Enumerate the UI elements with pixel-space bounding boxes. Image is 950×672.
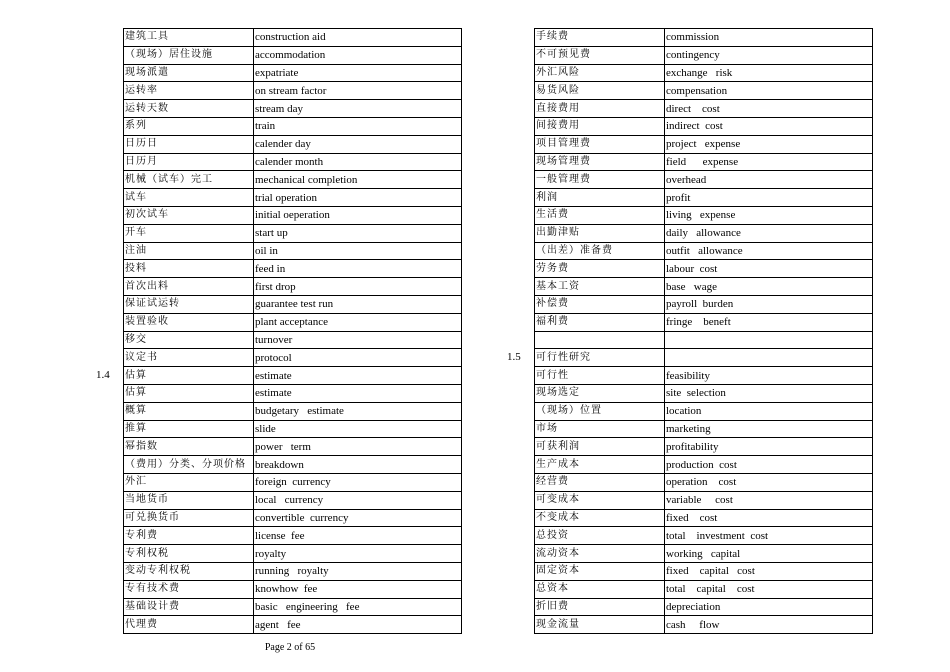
term-english: first drop [254, 278, 462, 296]
term-english: convertible currency [254, 509, 462, 527]
term-chinese: 建筑工具 [124, 29, 254, 47]
glossary-row [535, 46, 873, 64]
term-chinese: 不可预见费 [535, 46, 665, 64]
term-english: profitability [665, 438, 873, 456]
term-english: turnover [254, 331, 462, 349]
term-chinese: 流动资本 [535, 545, 665, 563]
term-chinese: 一般管理费 [535, 171, 665, 189]
term-chinese: 基础设计费 [124, 598, 254, 616]
term-chinese: 可变成本 [535, 491, 665, 509]
term-chinese: 运转率 [124, 82, 254, 100]
term-chinese: 变动专利权税 [124, 562, 254, 580]
term-chinese: 总资本 [535, 580, 665, 598]
glossary-row [124, 224, 462, 242]
glossary-row [535, 402, 873, 420]
glossary-row [535, 242, 873, 260]
term-english: accommodation [254, 46, 462, 64]
term-english: knowhow fee [254, 580, 462, 598]
term-english: power term [254, 438, 462, 456]
term-chinese: 项目管理费 [535, 135, 665, 153]
term-english: production cost [665, 456, 873, 474]
glossary-row [124, 527, 462, 545]
glossary-row [535, 224, 873, 242]
term-chinese: 首次出料 [124, 278, 254, 296]
term-chinese: 总投资 [535, 527, 665, 545]
glossary-row [124, 367, 462, 385]
term-english: slide [254, 420, 462, 438]
glossary-row [535, 135, 873, 153]
term-chinese: 推算 [124, 420, 254, 438]
term-chinese: 移交 [124, 331, 254, 349]
glossary-row [535, 29, 873, 47]
glossary-row [124, 509, 462, 527]
term-english: overhead [665, 171, 873, 189]
glossary-table-left [123, 28, 462, 634]
term-chinese: 折旧费 [535, 598, 665, 616]
term-english: fixed cost [665, 509, 873, 527]
glossary-row [124, 82, 462, 100]
term-english: trial operation [254, 189, 462, 207]
glossary-row [124, 456, 462, 474]
glossary-row [124, 384, 462, 402]
term-english: commission [665, 29, 873, 47]
glossary-row [124, 171, 462, 189]
glossary-row [535, 598, 873, 616]
glossary-row [535, 278, 873, 296]
term-english: budgetary estimate [254, 402, 462, 420]
section-number-1-5: 1.5 [507, 351, 521, 363]
glossary-row [535, 527, 873, 545]
glossary-row [535, 189, 873, 207]
term-english: labour cost [665, 260, 873, 278]
term-chinese [535, 331, 665, 349]
term-english: estimate [254, 367, 462, 385]
glossary-row [535, 349, 873, 367]
glossary-row [124, 260, 462, 278]
term-chinese: 日历日 [124, 135, 254, 153]
glossary-row [124, 313, 462, 331]
term-chinese: 开车 [124, 224, 254, 242]
term-english: location [665, 402, 873, 420]
term-english: direct cost [665, 100, 873, 118]
term-english: royalty [254, 545, 462, 563]
glossary-row [535, 64, 873, 82]
term-chinese: 试车 [124, 189, 254, 207]
term-chinese: 装置验收 [124, 313, 254, 331]
term-chinese: 现场选定 [535, 384, 665, 402]
glossary-row [535, 260, 873, 278]
term-chinese: 机械（试车）完工 [124, 171, 254, 189]
glossary-row [124, 29, 462, 47]
glossary-row [535, 117, 873, 135]
term-english [665, 349, 873, 367]
term-english: calender day [254, 135, 462, 153]
term-chinese: 幂指数 [124, 438, 254, 456]
term-chinese: 注油 [124, 242, 254, 260]
glossary-row [124, 46, 462, 64]
term-chinese: 基本工资 [535, 278, 665, 296]
term-english: oil in [254, 242, 462, 260]
term-english: living expense [665, 206, 873, 224]
term-chinese: 现金流量 [535, 616, 665, 634]
term-english: daily allowance [665, 224, 873, 242]
glossary-row [124, 189, 462, 207]
glossary-row [535, 295, 873, 313]
term-english: profit [665, 189, 873, 207]
term-chinese: 代理费 [124, 616, 254, 634]
term-chinese: 利润 [535, 189, 665, 207]
glossary-row [535, 509, 873, 527]
term-chinese: 专有技术费 [124, 580, 254, 598]
term-chinese: 概算 [124, 402, 254, 420]
term-chinese: 可兑换货币 [124, 509, 254, 527]
term-english: outfit allowance [665, 242, 873, 260]
page-footer: Page 2 of 65 [264, 642, 316, 653]
term-chinese: 估算 [124, 367, 254, 385]
glossary-row [124, 473, 462, 491]
term-english: estimate [254, 384, 462, 402]
term-english: feed in [254, 260, 462, 278]
term-chinese: 手续费 [535, 29, 665, 47]
glossary-row [124, 545, 462, 563]
term-english: local currency [254, 491, 462, 509]
term-chinese: 生活费 [535, 206, 665, 224]
glossary-row [124, 491, 462, 509]
term-chinese: 出勤津贴 [535, 224, 665, 242]
term-chinese: （现场）居住设施 [124, 46, 254, 64]
glossary-row [124, 153, 462, 171]
term-chinese: 专利费 [124, 527, 254, 545]
glossary-row [535, 473, 873, 491]
glossary-row [124, 64, 462, 82]
term-english: running royalty [254, 562, 462, 580]
term-english: variable cost [665, 491, 873, 509]
glossary-row [535, 420, 873, 438]
term-chinese: 保证试运转 [124, 295, 254, 313]
term-english: basic engineering fee [254, 598, 462, 616]
term-english: train [254, 117, 462, 135]
glossary-row [535, 456, 873, 474]
term-chinese: 生产成本 [535, 456, 665, 474]
term-english: working capital [665, 545, 873, 563]
glossary-row [535, 82, 873, 100]
glossary-row [535, 367, 873, 385]
term-chinese: 初次试车 [124, 206, 254, 224]
term-english: exchange risk [665, 64, 873, 82]
term-chinese: 劳务费 [535, 260, 665, 278]
term-chinese: 专利权税 [124, 545, 254, 563]
term-english: mechanical completion [254, 171, 462, 189]
glossary-row [124, 278, 462, 296]
term-english: initial oeperation [254, 206, 462, 224]
glossary-row [124, 402, 462, 420]
term-chinese: 运转天数 [124, 100, 254, 118]
term-english: start up [254, 224, 462, 242]
glossary-row [535, 384, 873, 402]
glossary-row [124, 349, 462, 367]
term-english: foreign currency [254, 473, 462, 491]
glossary-row [124, 242, 462, 260]
term-chinese: 可行性研究 [535, 349, 665, 367]
glossary-row [124, 420, 462, 438]
term-english: contingency [665, 46, 873, 64]
term-english: project expense [665, 135, 873, 153]
term-chinese: 福利费 [535, 313, 665, 331]
term-chinese: 日历月 [124, 153, 254, 171]
glossary-row [535, 100, 873, 118]
term-chinese: 不变成本 [535, 509, 665, 527]
term-english: expatriate [254, 64, 462, 82]
term-chinese: （出差）准备费 [535, 242, 665, 260]
glossary-row [535, 491, 873, 509]
term-chinese: 现场派遣 [124, 64, 254, 82]
term-chinese: 易货风险 [535, 82, 665, 100]
glossary-row [535, 153, 873, 171]
glossary-row [124, 331, 462, 349]
term-chinese: 估算 [124, 384, 254, 402]
term-english: total capital cost [665, 580, 873, 598]
glossary-row [535, 331, 873, 349]
glossary-row [535, 545, 873, 563]
term-english: marketing [665, 420, 873, 438]
term-chinese: 可行性 [535, 367, 665, 385]
glossary-row [535, 580, 873, 598]
glossary-row [124, 206, 462, 224]
term-chinese: 系列 [124, 117, 254, 135]
term-english [665, 331, 873, 349]
term-chinese: 现场管理费 [535, 153, 665, 171]
term-english: fixed capital cost [665, 562, 873, 580]
glossary-row [124, 295, 462, 313]
glossary-row [535, 313, 873, 331]
term-chinese: 议定书 [124, 349, 254, 367]
glossary-row [535, 171, 873, 189]
term-english: operation cost [665, 473, 873, 491]
term-english: field expense [665, 153, 873, 171]
glossary-row [124, 580, 462, 598]
term-english: fringe beneft [665, 313, 873, 331]
glossary-table-right [534, 28, 873, 634]
glossary-row [535, 438, 873, 456]
term-english: plant acceptance [254, 313, 462, 331]
glossary-row [124, 562, 462, 580]
term-english: site selection [665, 384, 873, 402]
term-english: feasibility [665, 367, 873, 385]
glossary-row [124, 598, 462, 616]
glossary-row [124, 135, 462, 153]
term-chinese: 外汇 [124, 473, 254, 491]
term-chinese: （费用）分类、分项价格 [124, 456, 254, 474]
glossary-row [124, 616, 462, 634]
term-chinese: 间接费用 [535, 117, 665, 135]
term-english: breakdown [254, 456, 462, 474]
section-number-1-4: 1.4 [96, 369, 110, 381]
term-english: construction aid [254, 29, 462, 47]
term-english: total investment cost [665, 527, 873, 545]
term-english: protocol [254, 349, 462, 367]
term-english: indirect cost [665, 117, 873, 135]
glossary-row [124, 438, 462, 456]
term-english: cash flow [665, 616, 873, 634]
glossary-row [535, 562, 873, 580]
term-english: license fee [254, 527, 462, 545]
term-english: calender month [254, 153, 462, 171]
glossary-row [535, 206, 873, 224]
term-chinese: 投料 [124, 260, 254, 278]
term-chinese: 外汇风险 [535, 64, 665, 82]
term-chinese: 市场 [535, 420, 665, 438]
term-chinese: 补偿费 [535, 295, 665, 313]
glossary-row [124, 100, 462, 118]
term-english: agent fee [254, 616, 462, 634]
term-chinese: （现场）位置 [535, 402, 665, 420]
glossary-row [124, 117, 462, 135]
term-english: on stream factor [254, 82, 462, 100]
term-english: payroll burden [665, 295, 873, 313]
term-english: depreciation [665, 598, 873, 616]
term-english: compensation [665, 82, 873, 100]
term-chinese: 直接费用 [535, 100, 665, 118]
term-chinese: 经营费 [535, 473, 665, 491]
glossary-row [535, 616, 873, 634]
term-english: stream day [254, 100, 462, 118]
term-english: base wage [665, 278, 873, 296]
term-chinese: 当地货币 [124, 491, 254, 509]
term-english: guarantee test run [254, 295, 462, 313]
term-chinese: 可获利润 [535, 438, 665, 456]
term-chinese: 固定资本 [535, 562, 665, 580]
